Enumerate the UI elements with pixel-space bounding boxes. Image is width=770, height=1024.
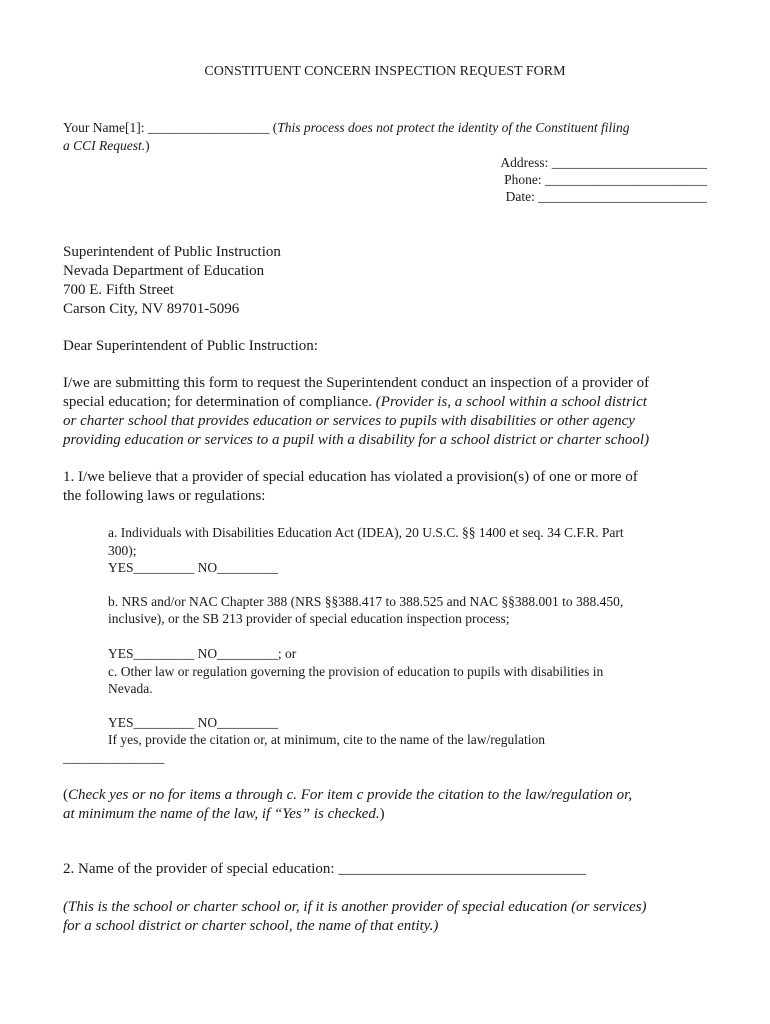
recipient-line-2: Nevada Department of Education	[63, 263, 265, 279]
question-1-line-1: 1. I/we believe that a provider of special education has violated a provision(s) of one or more of	[63, 469, 638, 485]
item-b-line-1: b. NRS and/or NAC Chapter 388 (NRS §§388.417 to 388.525 and NAC §§388.001 to 388.450,	[108, 594, 624, 609]
citation-prompt: If yes, provide the citation or, at minimum, cite to the name of the law/regulation	[108, 732, 545, 747]
item-a-line-2: 300);	[108, 543, 137, 558]
date-field[interactable]: Date: _________________________	[505, 189, 707, 204]
instructions-line-1: (Check yes or no for items a through c. For item c provide the citation to the law/regulation or,	[63, 787, 633, 803]
question-1-line-2: the following laws or regulations:	[63, 488, 266, 504]
item-a-yes-no[interactable]: YES_________ NO_________	[108, 560, 278, 575]
intro-line-4: providing education or services to a pupil with a disability for a school district or charter school)	[63, 432, 650, 448]
question-2-note-line-2: for a school district or charter school, the name of that entity.)	[63, 918, 439, 934]
recipient-line-3: 700 E. Fifth Street	[63, 282, 174, 298]
item-a-line-1: a. Individuals with Disabilities Education Act (IDEA), 20 U.S.C. §§ 1400 et seq. 34 C.F.R. Part	[108, 525, 624, 540]
name-note: This process does not protect the identity of the Constituent filing	[277, 120, 630, 135]
intro-line-3: or charter school that provides education or services to pupils with disabilities or other agency	[63, 413, 635, 429]
name-label: Your Name[1]: __________________	[63, 120, 270, 135]
citation-field[interactable]: _______________	[63, 750, 165, 765]
name-note-continued: a CCI Request.)	[63, 138, 150, 153]
item-c-yes-no[interactable]: YES_________ NO_________	[108, 715, 278, 730]
salutation: Dear Superintendent of Public Instruction:	[63, 338, 318, 354]
phone-field[interactable]: Phone: ________________________	[504, 172, 707, 187]
intro-line-1: I/we are submitting this form to request the Superintendent conduct an inspection of a provider of	[63, 375, 650, 391]
intro-line-2: special education; for determination of compliance. (Provider is, a school within a school district	[63, 394, 647, 410]
provider-name-field[interactable]: 2. Name of the provider of special education: _________________________________	[63, 861, 586, 877]
question-2-note-line-1: (This is the school or charter school or, if it is another provider of special education (or services)	[63, 899, 647, 915]
recipient-line-1: Superintendent of Public Instruction	[63, 244, 281, 260]
name-field-line[interactable]	[63, 119, 629, 137]
form-title: CONSTITUENT CONCERN INSPECTION REQUEST FORM	[204, 64, 566, 79]
address-field[interactable]: Address: _______________________	[500, 155, 707, 170]
name-note-open: (	[272, 120, 278, 135]
item-b-yes-no[interactable]: YES_________ NO_________; or	[108, 646, 297, 661]
recipient-line-4: Carson City, NV 89701-5096	[63, 301, 240, 317]
item-c-line-1: c. Other law or regulation governing the provision of education to pupils with disabilities in	[108, 664, 604, 679]
item-b-line-2: inclusive), or the SB 213 provider of special education inspection process;	[108, 611, 510, 626]
instructions-line-2: at minimum the name of the law, if “Yes” is checked.)	[63, 806, 385, 822]
item-c-line-2: Nevada.	[108, 681, 153, 696]
